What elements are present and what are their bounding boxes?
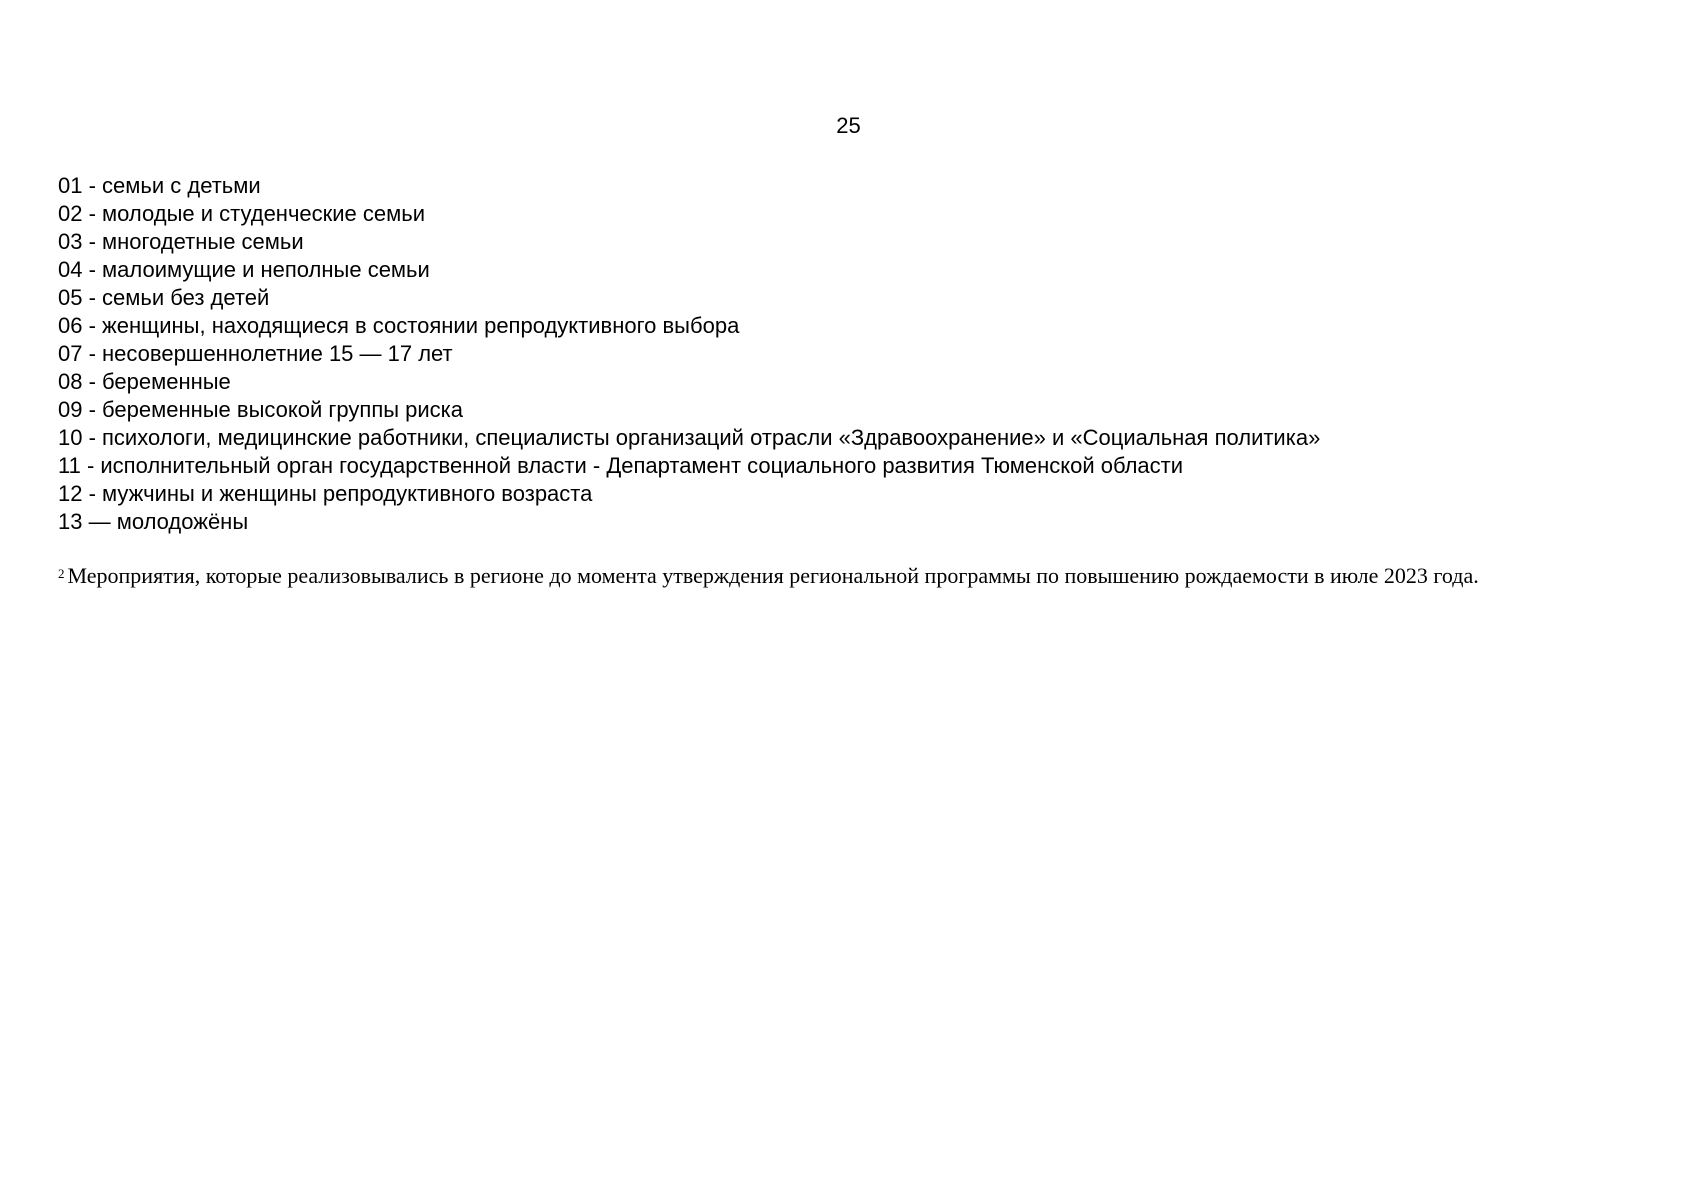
footnote-marker: 2 (58, 566, 65, 581)
legend-item-09: 09 - беременные высокой группы риска (58, 397, 464, 422)
legend-item-13: 13 — молодожёны (58, 509, 249, 534)
legend-item-07: 07 - несовершеннолетние 15 — 17 лет (58, 341, 453, 366)
legend-item-05: 05 - семьи без детей (58, 285, 270, 310)
footnote-text: Мероприятия, которые реализовывались в регионе до момента утверждения региональной программы по повышению рождаемости в июле 2023 года. (67, 563, 1479, 588)
legend-item-08: 08 - беременные (58, 369, 231, 394)
legend-item-12: 12 - мужчины и женщины репродуктивного возраста (58, 481, 593, 506)
page-number: 25 (836, 113, 861, 138)
footnote (58, 562, 1479, 590)
legend-item-02: 02 - молодые и студенческие семьи (58, 201, 426, 226)
category-legend-list (58, 172, 1320, 536)
legend-item-06: 06 - женщины, находящиеся в состоянии репродуктивного выбора (58, 313, 740, 338)
legend-item-11: 11 - исполнительный орган государственной власти - Департамент социального развития Тюменской области (58, 453, 1184, 478)
legend-item-01: 01 - семьи с детьми (58, 173, 261, 198)
legend-item-03: 03 - многодетные семьи (58, 229, 304, 254)
legend-item-04: 04 - малоимущие и неполные семьи (58, 257, 430, 282)
legend-item-10: 10 - психологи, медицинские работники, специалисты организаций отрасли «Здравоохранение» и «Социальная политика» (58, 425, 1321, 450)
